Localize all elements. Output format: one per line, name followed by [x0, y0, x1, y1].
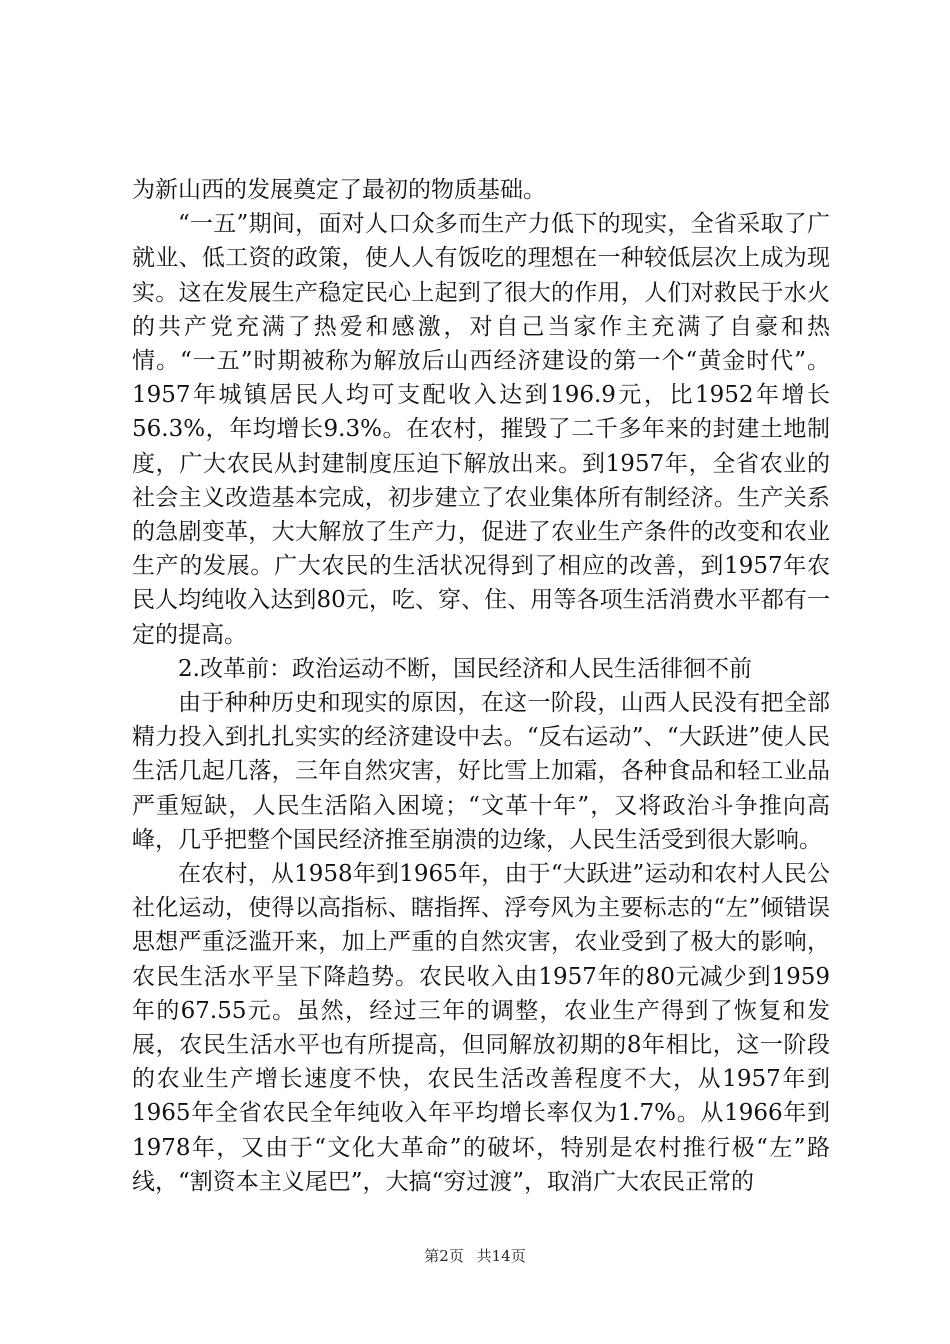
page-number: 第2页: [424, 1247, 464, 1265]
paragraph-continuation: 为新山西的发展奠定了最初的物质基础。: [132, 177, 546, 203]
page-total: 共14页: [476, 1247, 526, 1265]
document-body: [132, 173, 830, 1199]
page-footer: [0, 1245, 950, 1266]
paragraph-first-five-year-plan: “一五”期间，面对人口众多而生产力低下的现实，全省采取了广就业、低工资的政策，使人人有饭吃的理想在一种较低层次上成为现实。这在发展生产稳定民心上起到了很大的作用，人们对救民于水火的共产党充满了热爱和感激，对自己当家作主充满了自豪和热情。“一五”时期被称为解放后山西经济建设的第一个“黄金时代”。1957年城镇居民人均可支配收入达到196.9元，比1952年增长56.3%，年均增长9.3%。在农村，摧毁了二千多年来的封建土地制度，广大农民从封建制度压迫下解放出来。到1957年，全省农业的社会主义改造基本完成，初步建立了农业集体所有制经济。生产关系的急剧变革，大大解放了生产力，促进了农业生产条件的改变和农业生产的发展。广大农民的生活状况得到了相应的改善，到1957年农民人均纯收入达到80元，吃、穿、住、用等各项生活消费水平都有一定的提高。: [132, 211, 830, 648]
paragraph-rural-situation: 在农村，从1958年到1965年，由于“大跃进”运动和农村人民公社化运动，使得以高指标、瞎指挥、浮夸风为主要标志的“左”倾错误思想严重泛滥开来，加上严重的自然灾害，农业受到了极大的影响，农民生活水平呈下降趋势。农民收入由1957年的80元减少到1959年的67.55元。虽然，经过三年的调整，农业生产得到了恢复和发展，农民生活水平也有所提高，但同解放初期的8年相比，这一阶段的农业生产增长速度不快，农民生活改善程度不大，从1957年到1965年全省农民全年纯收入年平均增长率仅为1.7%。从1966年到1978年，又由于“文化大革命”的破坏，特别是农村推行极“左”路线，“割资本主义尾巴”，大搞“穷过渡”，取消广大农民正常的: [132, 861, 830, 1195]
section-heading: 2.改革前：政治运动不断，国民经济和人民生活徘徊不前: [178, 655, 752, 682]
paragraph-political-movements: 由于种种历史和现实的原因，在这一阶段，山西人民没有把全部精力投入到扎扎实实的经济建设中去。“反右运动”、“大跃进”使人民生活几起几落，三年自然灾害，好比雪上加霜，各种食品和轻工业品严重短缺，人民生活陷入困境；“文革十年”，又将政治斗争推向高峰，几乎把整个国民经济推至崩溃的边缘，人民生活受到很大影响。: [132, 690, 830, 853]
